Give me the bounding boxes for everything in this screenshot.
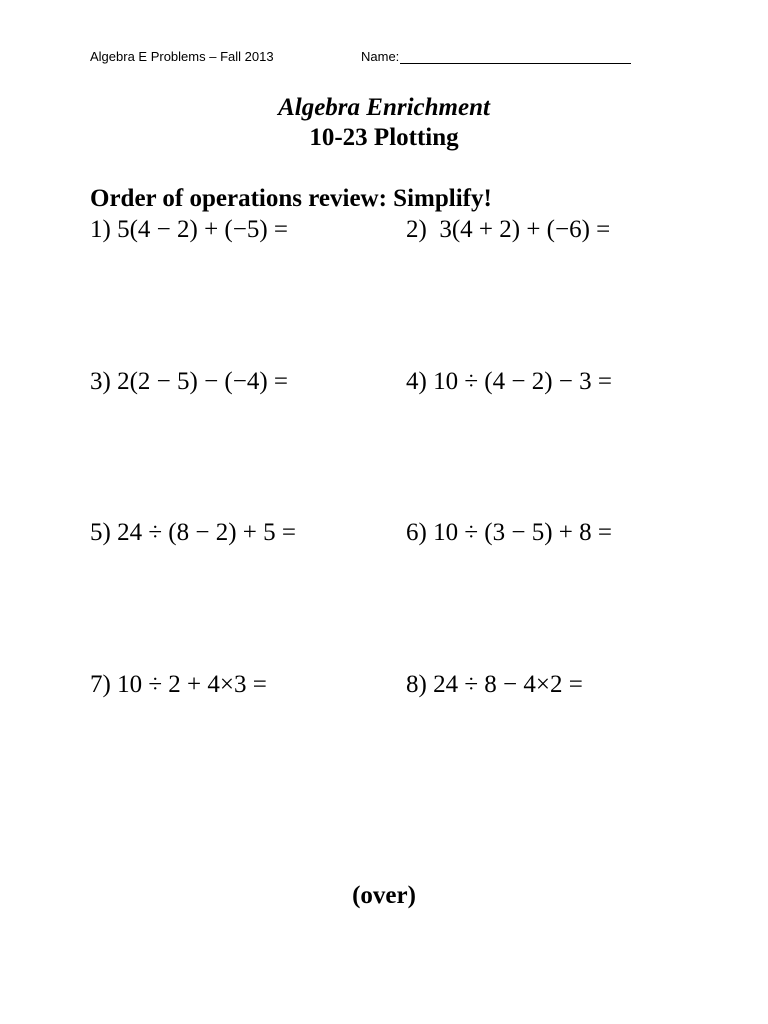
section-heading: Order of operations review: Simplify!: [90, 185, 492, 212]
page-subtitle: 10-23 Plotting: [309, 124, 459, 151]
name-field: [361, 49, 631, 64]
problem-2: 2) 3(4 + 2) + (−6) =: [406, 216, 611, 243]
name-label: Name:: [361, 49, 400, 64]
problem-8: 8) 24 ÷ 8 − 4×2 =: [406, 671, 583, 698]
course-header: Algebra E Problems – Fall 2013: [90, 49, 274, 64]
problem-1: 1) 5(4 − 2) + (−5) =: [90, 216, 289, 243]
problem-6: 6) 10 ÷ (3 − 5) + 8 =: [406, 519, 612, 546]
problem-7: 7) 10 ÷ 2 + 4×3 =: [90, 671, 267, 698]
problem-4: 4) 10 ÷ (4 − 2) − 3 =: [406, 368, 612, 395]
problem-3: 3) 2(2 − 5) − (−4) =: [90, 368, 289, 395]
page-title: Algebra Enrichment: [278, 94, 490, 121]
over-note: (over): [352, 882, 416, 909]
name-blank-line: [400, 49, 631, 64]
problem-5: 5) 24 ÷ (8 − 2) + 5 =: [90, 519, 296, 546]
